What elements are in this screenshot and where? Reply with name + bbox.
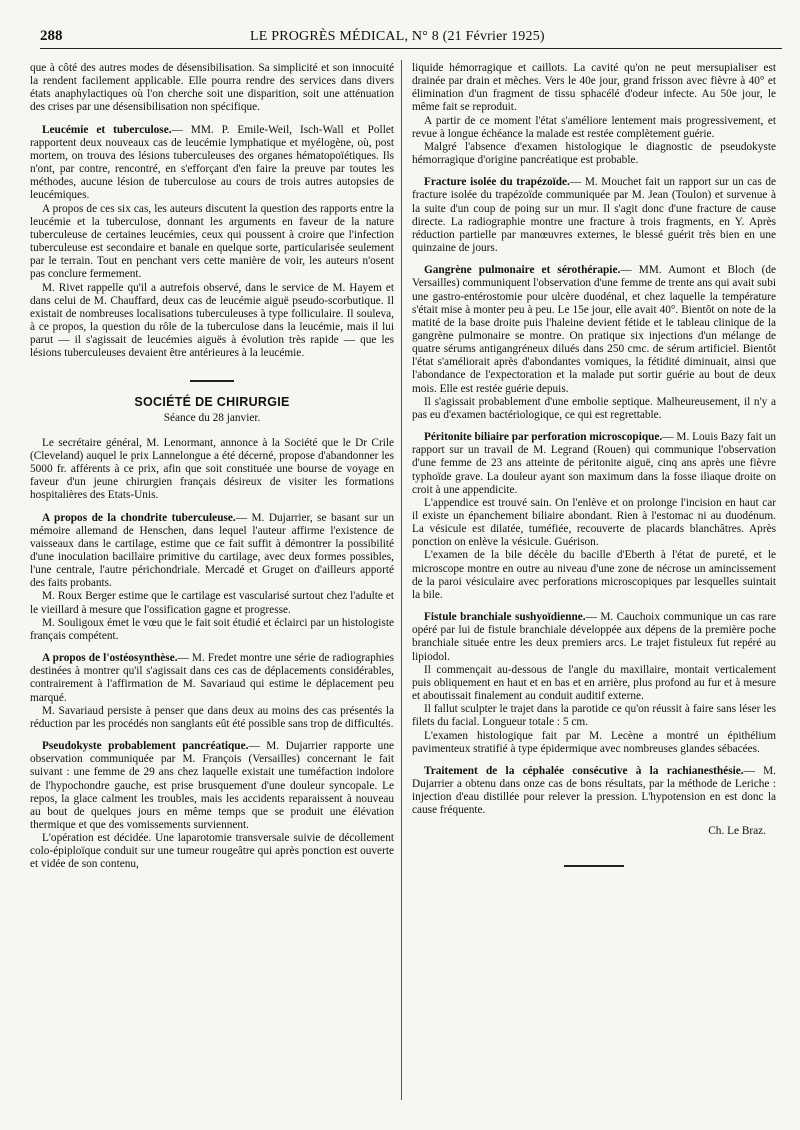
page-number: 288 xyxy=(40,28,63,44)
left-column xyxy=(30,62,394,872)
paragraph xyxy=(412,431,776,497)
separator-rule xyxy=(190,380,234,382)
paragraph: Il s'agissait probablement d'une embolie septique. Malheureusement, il n'y a pas eu d'examen bactériologique, ce qui est regrettable. xyxy=(412,395,776,421)
paragraph: M. Rivet rappelle qu'il a autrefois observé, dans le service de M. Hayem et dans celui de M. Chauffard, deux cas de leucémie aiguë pseudo-scorbutique. Il existait de nombreuses localisations tuberculeuses à type folliculaire. Il souleva, à ce propos, la question du rôle de la tuberculose dans la leucémie, mais il lui parut — il s'agissait de leucémies aiguës à évolution très rapide — que les lésions tuberculeuses devaient être antérieures à la leucémie. xyxy=(30,281,394,360)
paragraph-heading: Fistule branchiale sushyoïdienne. xyxy=(424,611,586,624)
paragraph-heading: Leucémie et tuberculose. xyxy=(42,123,172,136)
paragraph xyxy=(412,176,776,255)
paragraph xyxy=(30,124,394,203)
paragraph: liquide hémorragique et caillots. La cavité qu'on ne peut mersupialiser est drainée par drain et mèches. Vers le 40e jour, grand frisson avec fièvre à 40° et élimination d'un fragment de tissu sphacélé d'odeur infecte. Au 50e jour, le même fait se reproduit. xyxy=(412,62,776,114)
paragraph: L'opération est décidée. Une laparotomie transversale suivie de décollement colo-épiploïque conduit sur une tumeur rougeâtre qui après ponction est ouverte et vidée de son contenu, xyxy=(30,832,394,871)
paragraph: Le secrétaire général, M. Lenormant, annonce à la Société que le Dr Crile (Cleveland) auquel le prix Lannelongue a été décerné, propose d'abandonner les 5000 fr. afférents à ce prix, afin que soit constituée une bourse de voyage en faveur d'un jeune chirurgien français désireux de visiter les formations hospitalières des Etats-Unis. xyxy=(30,436,394,502)
paragraph xyxy=(30,652,394,705)
paragraph xyxy=(30,740,394,832)
paragraph-heading: Pseudokyste probablement pancréatique. xyxy=(42,740,249,753)
paragraph-heading: Fracture isolée du trapézoïde. xyxy=(424,176,570,189)
column-divider xyxy=(401,60,402,1100)
paragraph xyxy=(412,611,776,664)
paragraph-heading: Péritonite biliaire par perforation microscopique. xyxy=(424,431,663,444)
paragraph: A propos de ces six cas, les auteurs discutent la question des rapports entre la leucémie et la tuberculose, donnant les arguments en faveur de la nature tuberculeuse de certaines leucémies, ceux qui poussent à croire que l'infection tuberculeuse est secondaire et banale en quelque sorte, particularisée seulement par le terrain. Tout en penchant vers cette manière de voir, les auteurs n'osent pas conclure fermement. xyxy=(30,202,394,281)
journal-title: LE PROGRÈS MÉDICAL, N° 8 (21 Février 1925) xyxy=(250,29,545,44)
paragraph-text: — M. Dujarrier a obtenu dans onze cas de bons résultats, par la méthode de Leriche : injection d'eau distillée pour relever la pression. L'hypotension en est donc la cause fréquente. xyxy=(412,764,777,817)
paragraph-heading: A propos de la chondrite tuberculeuse. xyxy=(42,511,236,524)
paragraph: L'examen histologique fait par M. Lecène a montré un épithélium pavimenteux stratifié à type épidermique avec nombreuses glandes sébacées. xyxy=(412,729,776,755)
paragraph xyxy=(412,765,776,818)
paragraph-heading: Gangrène pulmonaire et sérothérapie. xyxy=(424,264,621,277)
paragraph-text: — M. Cauchoix communique un cas rare opéré par lui de fistule branchiale développée aux dépens de la première poche branchiale située entre les deux premiers arcs. Le trajet fistuleux fut repéré au lipiodol. xyxy=(412,611,776,663)
paragraph: M. Savariaud persiste à penser que dans deux au moins des cas présentés la réduction par les procédés non sanglants eût été possible sans trop de difficultés. xyxy=(30,704,394,730)
paragraph: que à côté des autres modes de désensibilisation. Sa simplicité et son innocuité la rendent facilement applicable. Elle pourra rendre des services dans divers états anaphylactiques où l'on cherche soit une disparition, soit une atténuation des crises par une désensibilisation non spécifique. xyxy=(30,62,394,114)
section-subtitle: Séance du 28 janvier. xyxy=(163,411,261,424)
page-header xyxy=(40,26,782,49)
paragraph: A partir de ce moment l'état s'améliore lentement mais progressivement, et revue à longue échéance la malade est restée complètement guérie. xyxy=(412,114,776,140)
paragraph: M. Roux Berger estime que le cartilage est vascularisé surtout chez l'adulte et le vieillard à mesure que l'ossification gagne et progresse. xyxy=(30,590,394,616)
section-title: SOCIÉTÉ DE CHIRURGIE xyxy=(134,395,290,410)
paragraph: L'appendice est trouvé sain. On l'enlève et on prolonge l'incision en haut car il existe un épanchement biliaire abondant. Rien à l'estomac ni au duodénum. La vésicule est dilatée, tuméfiée, recouverte de placards blanchâtres. Après ponction on enlève la vésicule. Guérison. xyxy=(412,496,776,549)
paragraph-text: — M. Louis Bazy fait un rapport sur un travail de M. Legrand (Rouen) qui communique l'observation d'une femme de 23 ans atteinte de péritonite aiguë, cinq ans après une fièvre typhoïde grave. La douleur ayant son maximum dans la fosse iliaque droite on croit à une appendicite. xyxy=(412,431,776,496)
paragraph-text: — MM. Aumont et Bloch (de Versailles) communiquent l'observation d'une femme de trente ans qui avait subi une gastro-entérostomie pour ulcère duodénal, et chez laquelle la température s'était mise à monter peu à peu. Le 15e jour, elle avait 40°. Bientôt on note de la matité de la base droite puis l'haleine devient fétide et le tableau clinique de la gangrène pulmonaire se montre. On pratique six injections d'un mélange de quatre sérums antigangréneux dilués dans 250 cmc. de sérum artificiel. Bientôt l'état s'améliorait après d'abondantes vomiques, la fétidité diminuait, ainsi que l'abondance de l'expectoration et la malade put sortir guérie au bout de deux mois. Elle est restée guérie depuis. xyxy=(412,264,776,395)
paragraph: Malgré l'absence d'examen histologique le diagnostic de pseudokyste hémorragique d'origine pancréatique est probable. xyxy=(412,140,776,167)
paragraph xyxy=(412,264,776,396)
paragraph-text: — M. Fredet montre une série de radiographies destinées à montrer qu'il s'agissait dans ces cas de déplacements considérables, contrairement à l'affirmation de M. Savariaud qui estime le déplacement peu marqué. xyxy=(30,652,394,704)
paragraph-text: — M. Mouchet fait un rapport sur un cas de fracture isolée du trapézoïde communiquée par M. Jean (Toulon) et survenue à la suite d'un coup de poing sur un mur. Il s'agit donc d'une fracture de cause directe. La radiographie montre une fracture à trois fragments, en Y. Après réduction partielle par manœuvres externes, le blessé guérit très bien en une quinzaine de jours. xyxy=(412,176,777,255)
paragraph: Il fallut sculpter le trajet dans la parotide ce qu'on réussit à faire sans léser les filets du facial. Longueur totale : 5 cm. xyxy=(412,703,776,729)
paragraph-text: — M. Dujarrier rapporte une observation communiquée par M. François (Versailles) concernant le fait suivant : une femme de 29 ans chez laquelle existait une tuméfaction indolore de l'hypochondre gauche, est prise brusquement d'une douleur syncopale. Le repos, la glace calment les troubles, mais les accidents reparaissent à nouveau au bout de quelques jours en même temps que se produit une élévation thermique et que des vomissements surviennent. xyxy=(30,740,394,831)
paragraph-text: — M. Dujarrier, se basant sur un mémoire allemand de Henschen, dans lequel l'auteur affirme l'existence de vaisseaux dans le cartilage, estime que ce fait suffit à démontrer la possibilité d'une inoculation bacillaire primitive du cartilage, avec deux formes possibles, l'une centrale, l'autre périchondriale. Mercadé et Gruget on d'ailleurs apporté des faits probants. xyxy=(30,511,394,590)
paragraph: M. Souligoux émet le vœu que le fait soit étudié et éclairci par un histologiste français compétent. xyxy=(30,616,394,642)
paragraph-heading: A propos de l'ostéosynthèse. xyxy=(42,652,178,665)
end-rule xyxy=(564,865,624,867)
author-signature: Ch. Le Braz. xyxy=(708,825,766,838)
paragraph: Il commençait au-dessous de l'angle du maxillaire, montait verticalement puis obliquement en haut et en bas et en arrière, plus profond au fur et à mesure et aboutissait finalement au conduit auditif externe. xyxy=(412,663,776,703)
paragraph: L'examen de la bile décèle du bacille d'Eberth à l'état de pureté, et le microscope montre en outre au niveau d'une zone de nécrose un amincissement de la paroi vésiculaire avec perforations microscopiques par lesquelles suintait la bile. xyxy=(412,549,776,601)
right-column xyxy=(412,62,776,867)
paragraph-heading: Traitement de la céphalée consécutive à la rachianesthésie. xyxy=(424,764,744,777)
paragraph xyxy=(30,512,394,591)
paragraph-text: — MM. P. Emile-Weil, Isch-Wall et Pollet rapportent deux nouveaux cas de leucémie lymphatique et myélogène, où, post mortem, on trouva des lésions tuberculeuses des organes hématopoïétiques. Ils n'ont, par contre, rencontré, en s'efforçant d'en faire la preuve par toutes les méthodes, aucune lésion de tuberculose au cours de trois autres autopsies de leucémiques. xyxy=(30,123,394,202)
